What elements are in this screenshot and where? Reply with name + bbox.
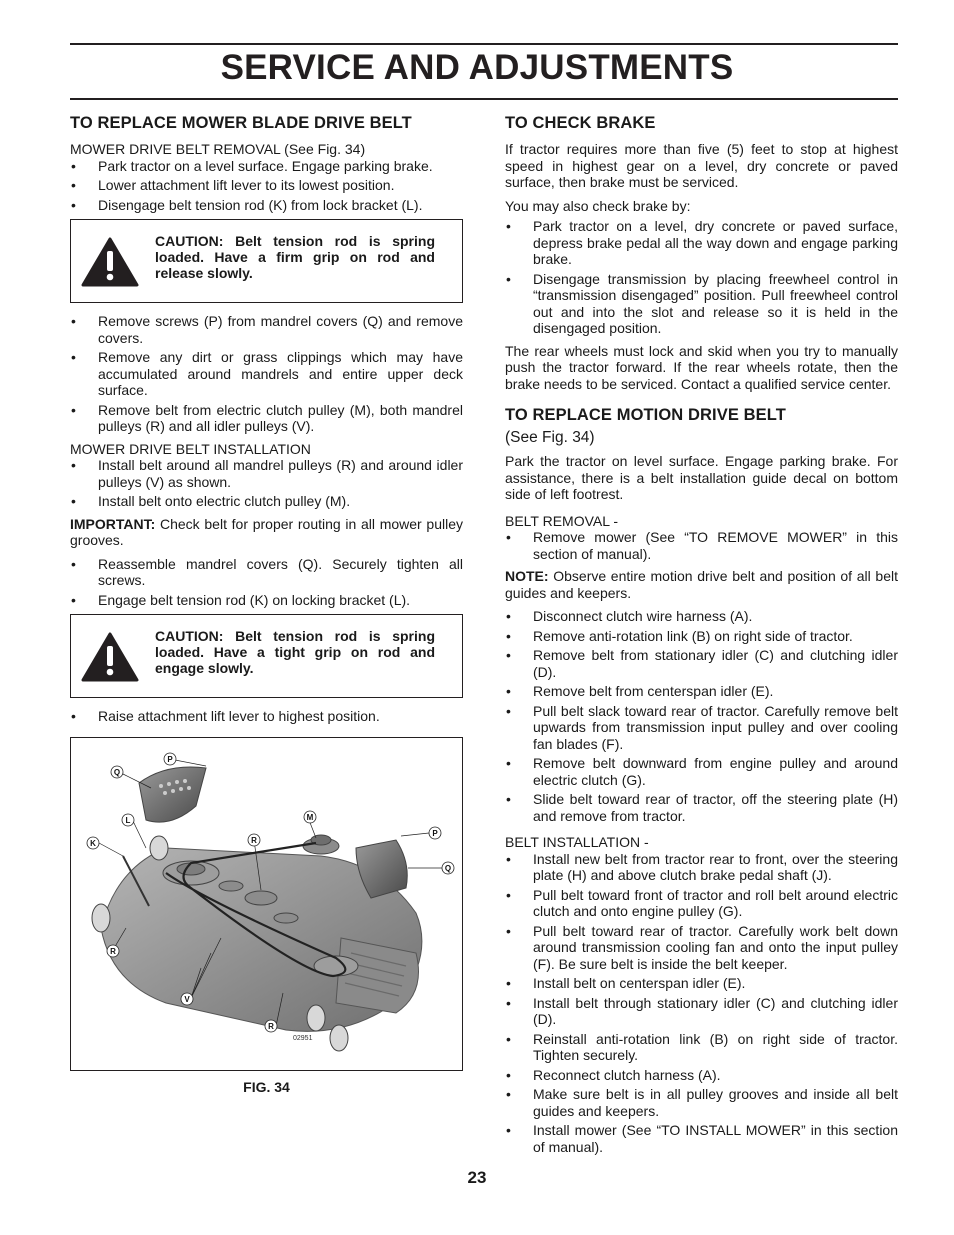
list-item: • Install belt around all mandrel pulleys (R) and around idler pulleys (V) as shown. — [70, 457, 463, 490]
list-item: • Remove belt from stationary idler (C) and clutching idler (D). — [505, 647, 898, 680]
list-item: • Install mower (See “TO INSTALL MOWER” in this section of manual). — [505, 1122, 898, 1155]
callout-r: R — [110, 946, 116, 956]
important-label: IMPORTANT: — [70, 515, 156, 532]
caution-box-1 — [70, 219, 463, 303]
list-item: • Disengage belt tension rod (K) from lock bracket (L). — [70, 197, 463, 214]
title-top-rule — [70, 43, 898, 45]
list-item: • Reassemble mandrel covers (Q). Securely tighten all screws. — [70, 556, 463, 589]
list-item: • Slide belt toward rear of tractor, off the steering plate (H) and remove from tractor. — [505, 791, 898, 824]
caution-box-2 — [70, 614, 463, 698]
list-item: • Remove screws (P) from mandrel covers (Q) and remove covers. — [70, 313, 463, 346]
title-bottom-rule — [70, 98, 898, 100]
note-text: Observe entire motion drive belt and position of all belt guides and keepers. — [505, 568, 898, 601]
paragraph: Park the tractor on level surface. Engage parking brake. For assistance, there is a belt installation guide decal on bottom side of left footrest. — [505, 453, 898, 502]
note-paragraph — [505, 568, 898, 601]
warning-triangle-icon — [81, 632, 139, 682]
list-item: • Install new belt from tractor rear to front, over the steering plate (H) and above clutch brake pedal shaft (J). — [505, 851, 898, 884]
belt-removal-list-2 — [505, 608, 898, 824]
list-item: • Lower attachment lift lever to its lowest position. — [70, 177, 463, 194]
removal-list-2 — [70, 313, 463, 435]
paragraph: You may also check brake by: — [505, 197, 691, 214]
callout-m: M — [306, 812, 314, 822]
subheading-belt-removal: MOWER DRIVE BELT REMOVAL (See Fig. 34) — [70, 141, 366, 157]
list-item: • Remove mower (See “TO REMOVE MOWER” in this section of manual). — [505, 529, 898, 562]
list-item: • Raise attachment lift lever to highest position. — [70, 708, 463, 725]
list-item: • Pull belt slack toward rear of tractor. Carefully remove belt upwards from transmission input pulley and over cooling fan blades (F). — [505, 703, 898, 753]
caution-text: CAUTION: Belt tension rod is spring loaded. Have a tight grip on rod and engage slowly. — [155, 628, 435, 676]
callout-l: L — [125, 815, 131, 825]
callout-p: P — [432, 828, 438, 838]
list-item: • Install belt through stationary idler (C) and clutching idler (D). — [505, 995, 898, 1028]
figure-caption: FIG. 34 — [243, 1078, 290, 1095]
page-number: 23 — [467, 1168, 487, 1187]
list-item: • Pull belt toward front of tractor and roll belt around electric clutch and onto engine pulley (G). — [505, 887, 898, 920]
left-column — [70, 114, 463, 1095]
section-heading-check-brake: TO CHECK BRAKE — [505, 114, 656, 132]
list-item: • Disengage transmission by placing freewheel control in “transmission disengaged” position. Pull freewheel control out and into the slot and release so it is held in the disengaged position. — [505, 271, 898, 337]
figure-mower-deck — [70, 737, 463, 1071]
list-item: • Install belt onto electric clutch pulley (M). — [70, 493, 463, 510]
list-item: • Remove any dirt or grass clippings which may have accumulated around mandrels and entire upper deck surface. — [70, 349, 463, 399]
important-text: Check belt for proper routing in all mower pulley grooves. — [70, 515, 463, 548]
callout-v: V — [184, 994, 190, 1004]
callout-q: Q — [113, 767, 121, 777]
callout-q: Q — [444, 863, 452, 873]
list-item: • Make sure belt is in all pulley grooves and inside all belt guides and keepers. — [505, 1086, 898, 1119]
section-heading-mower-belt: TO REPLACE MOWER BLADE DRIVE BELT — [70, 114, 412, 132]
removal-list-1 — [70, 158, 463, 214]
list-item: • Park tractor on a level, dry concrete or paved surface, depress brake pedal all the way down and engage parking brake. — [505, 218, 898, 268]
paragraph: The rear wheels must lock and skid when you try to manually push the tractor forward. If the rear wheels rotate, then the brake needs to be serviced. Contact a qualified service center. — [505, 342, 898, 392]
important-paragraph — [70, 516, 463, 549]
list-item: • Remove belt downward from engine pulley and around electric clutch (G). — [505, 755, 898, 788]
mower-deck-illustration — [71, 738, 461, 1069]
note-label: NOTE: — [505, 568, 549, 584]
see-figure-ref: (See Fig. 34) — [505, 429, 595, 446]
subheading-belt-installation: MOWER DRIVE BELT INSTALLATION — [70, 440, 311, 457]
brake-list — [505, 218, 898, 337]
paragraph: If tractor requires more than five (5) feet to stop at highest speed in highest gear on a level, dry concrete or paved surface, then brake must be serviced. — [505, 141, 898, 190]
list-item: • Remove belt from electric clutch pulley (M), both mandrel pulleys (R) and all idler pulleys (V). — [70, 402, 463, 435]
section-heading-motion-belt: TO REPLACE MOTION DRIVE BELT — [505, 406, 786, 424]
install-list-1 — [70, 457, 463, 510]
right-column — [505, 114, 898, 1161]
install-list-2 — [70, 556, 463, 609]
list-item: • Disconnect clutch wire harness (A). — [505, 608, 898, 625]
caution-text: CAUTION: Belt tension rod is spring loaded. Have a firm grip on rod and release slowly. — [155, 233, 435, 281]
list-item: • Remove anti-rotation link (B) on right side of tractor. — [505, 628, 898, 645]
callout-r: R — [268, 1021, 274, 1031]
subheading-belt-installation: BELT INSTALLATION - — [505, 834, 649, 850]
callout-p: P — [167, 754, 173, 764]
list-item: • Install belt on centerspan idler (E). — [505, 975, 898, 992]
list-item: • Engage belt tension rod (K) on locking bracket (L). — [70, 592, 463, 609]
callout-r: R — [251, 835, 257, 845]
belt-install-list — [505, 851, 898, 1156]
list-item: • Remove belt from centerspan idler (E). — [505, 683, 898, 700]
install-list-3 — [70, 708, 463, 725]
list-item: • Reconnect clutch harness (A). — [505, 1067, 898, 1084]
figure-part-number: 02951 — [293, 1034, 313, 1042]
warning-triangle-icon — [81, 237, 139, 287]
belt-removal-list-1 — [505, 529, 898, 562]
list-item: • Park tractor on a level surface. Engage parking brake. — [70, 158, 463, 175]
subheading-belt-removal: BELT REMOVAL - — [505, 512, 619, 529]
list-item: • Pull belt toward rear of tractor. Carefully work belt down around transmission cooling fan and onto the input pulley (F). Be sure belt is inside the belt keeper. — [505, 923, 898, 973]
list-item: • Reinstall anti-rotation link (B) on right side of tractor. Tighten securely. — [505, 1031, 898, 1064]
page-title: SERVICE AND ADJUSTMENTS — [220, 48, 734, 87]
callout-k: K — [90, 838, 96, 848]
